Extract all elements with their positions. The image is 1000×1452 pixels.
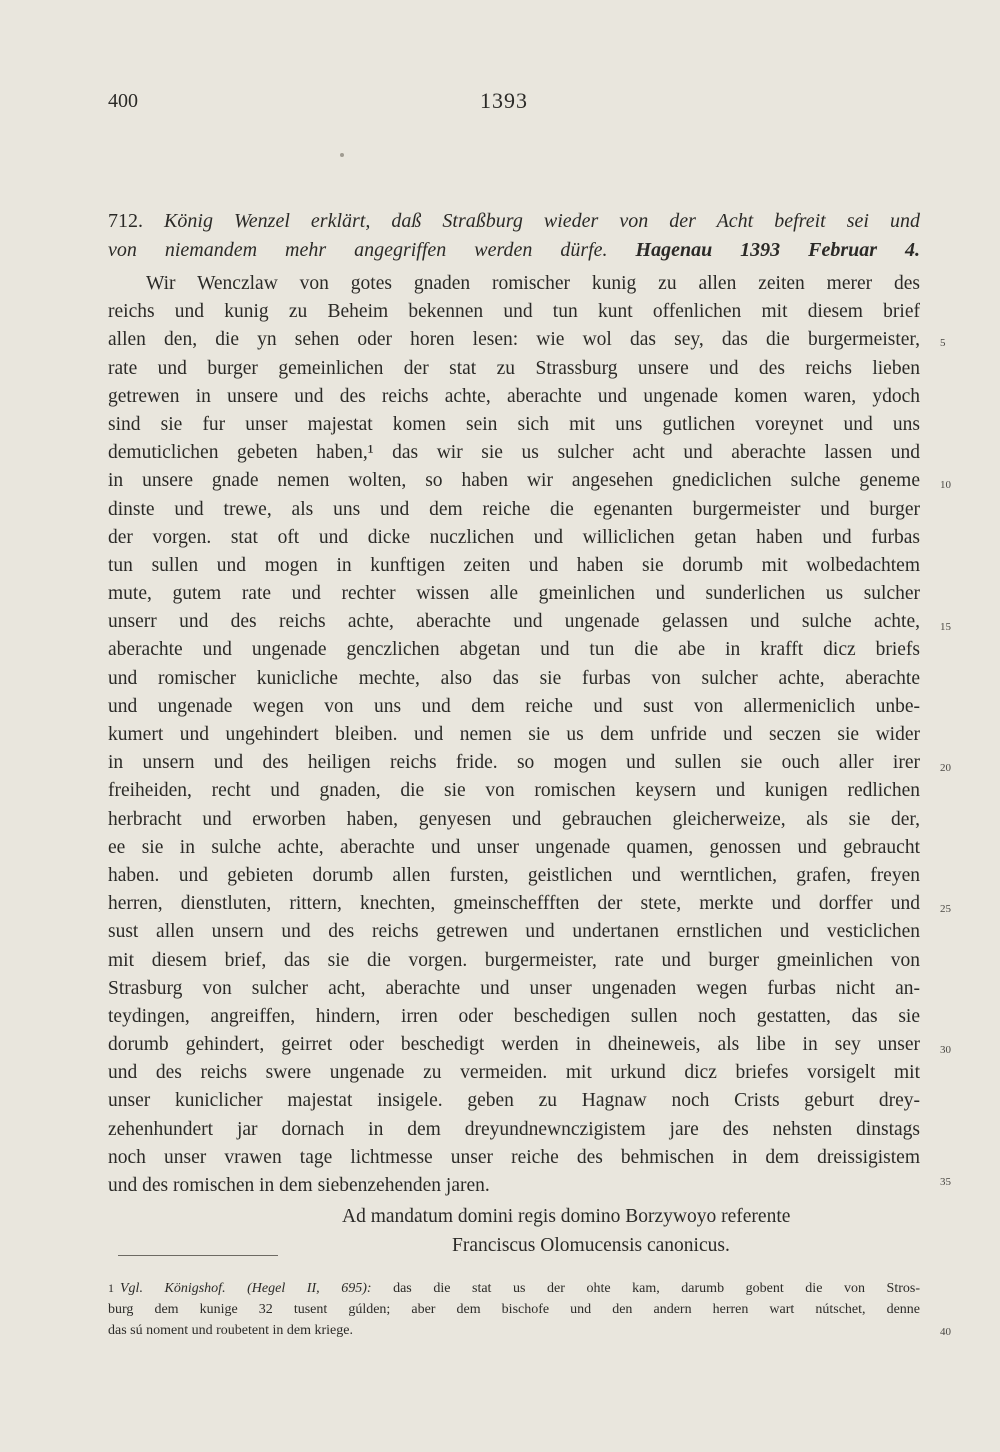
text-line: kumert und ungehindert bleiben. und nemen sie us dem unfride und seczen sie wider (108, 724, 920, 745)
text-line: und des reichs swere ungenade zu vermeiden. mit urkund dicz briefes vorsigelt mit (108, 1062, 920, 1084)
text-line: sust allen unsern und des reichs getrewen und undertanen ernstlichen und vesticlichen (108, 921, 920, 943)
footnote-rule (118, 1255, 278, 1256)
signature-line-1: Ad mandatum domini regis domino Borzywoyo referente (342, 1206, 791, 1227)
text-line: teydingen, angreiffen, hindern, irren oder beschedigen sullen noch gestatten, das sie (108, 1005, 920, 1027)
text-line: dorumb gehindert, geirret oder beschedigt werden in dheineweis, als libe in sey unser (108, 1034, 920, 1056)
document-number: 712. (108, 210, 143, 232)
margin-line-number: 35 (940, 1176, 951, 1188)
text-line: ee sie in sulche achte, aberachte und unser ungenade quamen, genossen und gebraucht (108, 836, 920, 858)
print-speck (340, 153, 344, 157)
text-line: und des romischen in dem siebenzehenden jaren. (108, 1175, 490, 1196)
document-heading-line-1 (108, 210, 920, 233)
document-place-date: Hagenau 1393 Februar 4. (635, 239, 920, 261)
margin-line-number: 20 (940, 762, 951, 774)
text-line: Strasburg von sulcher acht, aberachte und unser ungenaden wegen furbas nicht an- (108, 977, 920, 999)
text-line: mute, gutem rate und rechter wissen alle gmeinlichen und sunderlichen us sulcher (108, 583, 920, 605)
margin-line-number: 10 (940, 479, 951, 491)
page-number: 400 (108, 90, 138, 112)
text-line: unser kuniclicher majestat insigele. geben zu Hagnaw noch Crists geburt drey- (108, 1090, 920, 1112)
margin-line-number: 5 (940, 337, 946, 349)
signature-line-2: Franciscus Olomucensis canonicus. (452, 1235, 730, 1256)
margin-line-number: 25 (940, 903, 951, 915)
document-title-part-1: König Wenzel erklärt, daß Straßburg wieder von der Acht befreit sei und (164, 210, 921, 232)
footnote-line-3: das sú noment und roubetent in dem kriege. (108, 1323, 353, 1338)
text-line: der vorgen. stat oft und dicke nuczlichen und williclichen getan haben und furbas (108, 526, 920, 548)
text-line: getrewen in unsere und des reichs achte, aberachte und ungenade komen waren, ydoch (108, 385, 920, 407)
text-line: herbracht und erworben haben, genyesen und gebrauchen gleicherweize, als sie der, (108, 808, 920, 830)
footnote-line-1 (108, 1281, 920, 1297)
charter-text (108, 270, 920, 1200)
footnote-marker: 1 (108, 1281, 114, 1295)
footnote-text: das die stat us der ohte kam, darumb gobent die von Stros- (393, 1281, 920, 1296)
text-line: und ungenade wegen von uns und dem reiche und sust von allermeniclich unbe- (108, 695, 920, 717)
text-line: demuticlichen gebeten haben,¹ das wir sie us sulcher acht und aberachte lassen und (108, 442, 920, 464)
document-title-part-2: von niemandem mehr angegriffen werden dürfe. (108, 239, 608, 261)
text-line: freiheiden, recht und gnaden, die sie von romischen keysern und kunigen redlichen (108, 780, 920, 802)
text-line: haben. und gebieten dorumb allen fursten, geistlichen und werntlichen, grafen, freyen (108, 864, 920, 886)
margin-line-number: 40 (940, 1326, 951, 1338)
text-line: sind sie fur unser majestat komen sein sich mit uns gutlichen voreynet und uns (108, 413, 920, 435)
footnote-line-2: burg dem kunige 32 tusent gúlden; aber dem bischofe und den andern herren wart nútschet, denne (108, 1302, 920, 1317)
text-line: noch unser vrawen tage lichtmesse unser reiche des behmischen in dem dreissigistem (108, 1146, 920, 1168)
text-line: allen den, die yn sehen oder horen lesen: wie wol das sey, das die burgermeister, (108, 329, 920, 351)
footnote-reference: Vgl. Königshof. (Hegel II, 695): (120, 1281, 372, 1296)
text-line: und romischer kunicliche mechte, also das sie furbas von sulcher achte, aberachte (108, 667, 920, 689)
text-line: zehenhundert jar dornach in dem dreyundnewnczigistem jare des nehsten dinstags (108, 1118, 920, 1140)
text-line: in unsere gnade nemen wolten, so haben wir angesehen gnediclichen sulche geneme (108, 470, 920, 492)
text-line: mit diesem brief, das sie die vorgen. burgermeister, rate und burger gmeinlichen von (108, 949, 920, 971)
margin-line-number: 15 (940, 621, 951, 633)
text-line: Wir Wenczlaw von gotes gnaden romischer kunig zu allen zeiten merer des (146, 273, 920, 294)
text-line: dinste und trewe, als uns und dem reiche die egenanten burgermeister und burger (108, 498, 920, 520)
text-line: rate und burger gemeinlichen der stat zu Strassburg unsere und des reichs lieben (108, 357, 920, 379)
text-line: reichs und kunig zu Beheim bekennen und tun kunt offenlichen mit diesem brief (108, 301, 920, 323)
margin-line-number: 30 (940, 1044, 951, 1056)
text-line: tun sullen und mogen in kunftigen zeiten und haben sie dorumb mit wolbedachtem (108, 554, 920, 576)
document-heading-line-2 (108, 239, 920, 262)
text-line: aberachte und ungenade genczlichen abgetan und tun die abe in krafft dicz briefs (108, 639, 920, 661)
text-line: in unsern und des heiligen reichs fride. so mogen und sullen sie ouch aller irer (108, 752, 920, 774)
text-line: herren, dienstluten, rittern, knechten, gmeinscheffften der stete, merkte und dorffer und (108, 893, 920, 915)
text-line: unserr und des reichs achte, aberachte und ungenade gelassen und sulche achte, (108, 611, 920, 633)
running-head-year: 1393 (480, 88, 528, 113)
